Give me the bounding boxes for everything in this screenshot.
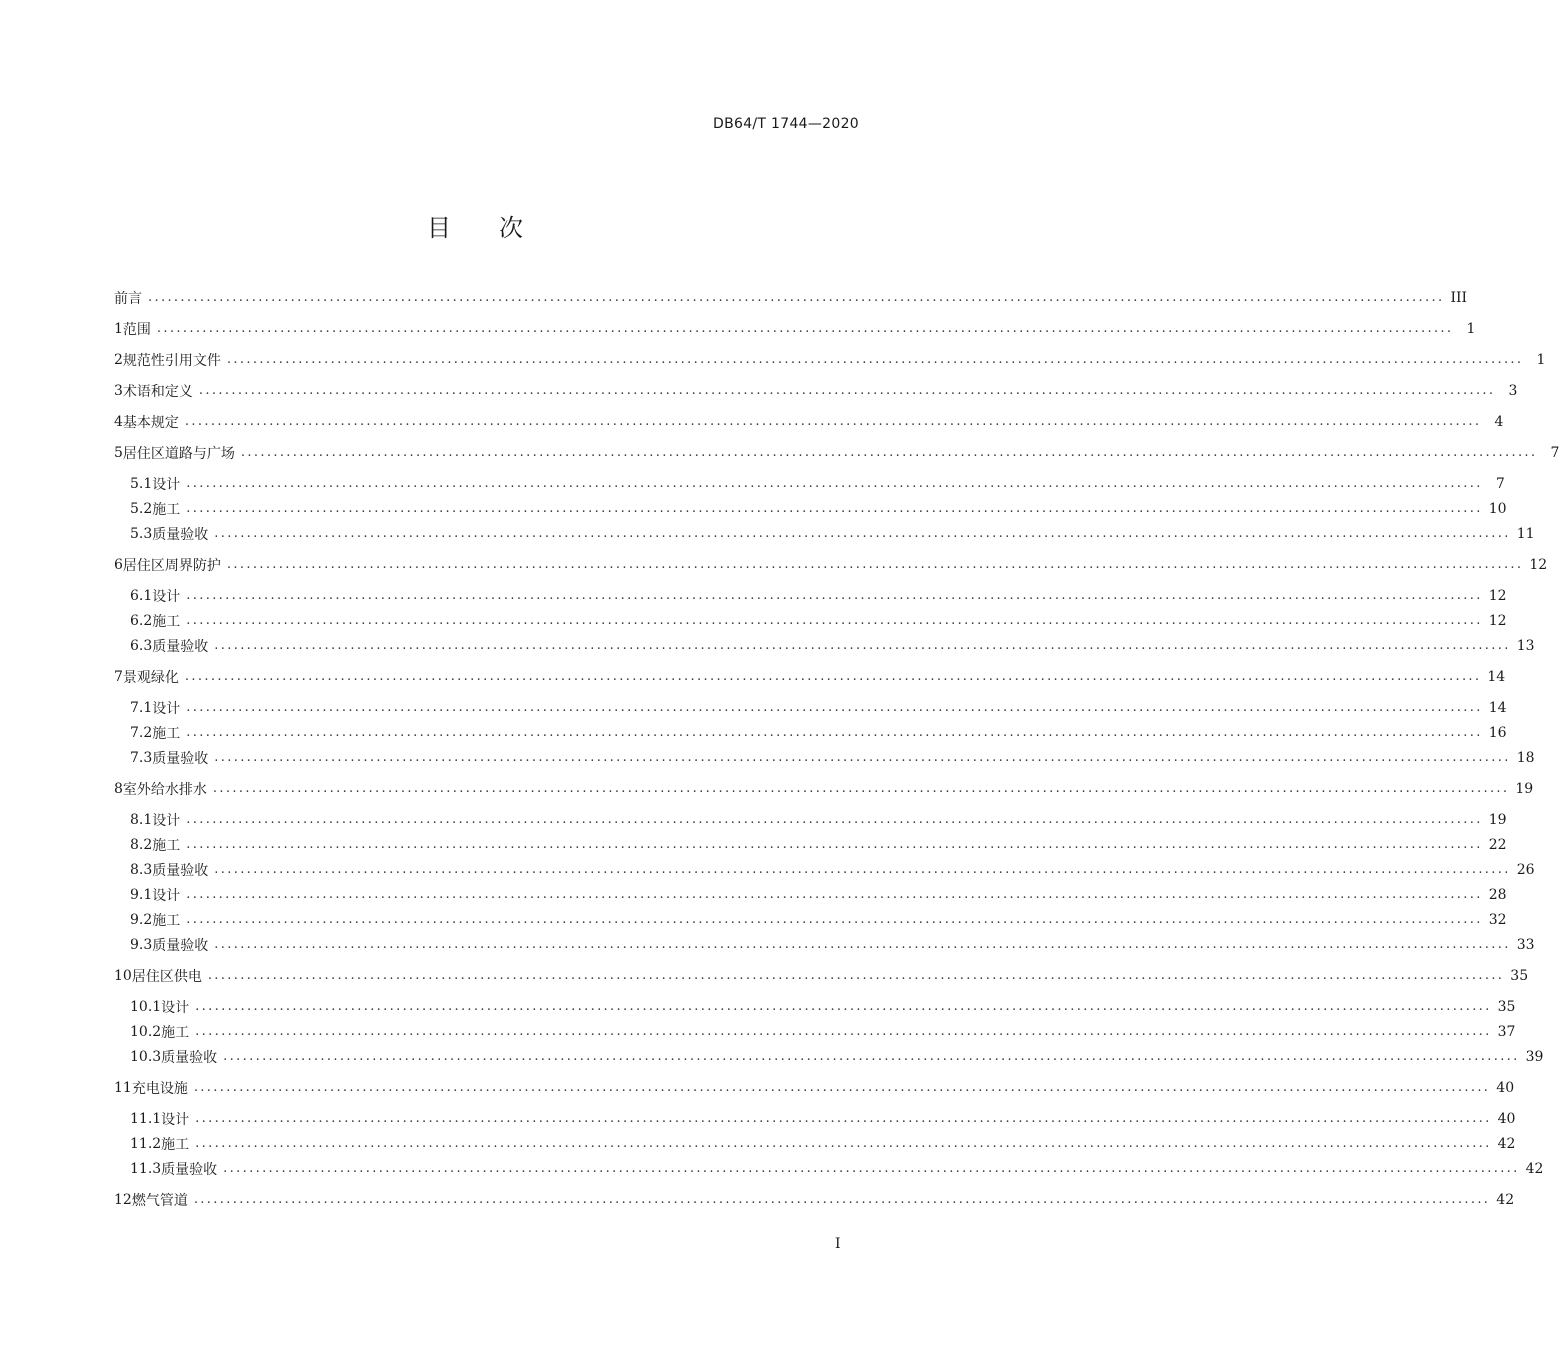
toc-dot-leader: ........................................................................................................................................................................................................ [214, 638, 1511, 653]
toc-entry-page: 13 [1516, 638, 1535, 654]
toc-entry-page: 40 [1497, 1111, 1516, 1127]
toc-dot-leader: ........................................................................................................................................................................................................ [195, 1024, 1492, 1039]
toc-entry-label: 充电设施 [131, 1081, 188, 1097]
document-code: DB64/T 1744—2020 [713, 116, 859, 132]
toc-spacer [114, 370, 851, 381]
toc-entry-label: 施工 [152, 614, 181, 630]
toc-dot-leader: ........................................................................................................................................................................................................ [186, 725, 1483, 740]
toc-dot-leader: ........................................................................................................................................................................................................ [184, 669, 1482, 684]
page-title [0, 208, 950, 243]
toc-entry-number: 8.3 [130, 862, 153, 878]
toc-section-entry[interactable] [114, 910, 1507, 930]
toc-dot-leader: ........................................................................................................................................................................................................ [214, 526, 1511, 541]
toc-entry-page: 1 [1536, 352, 1546, 368]
toc-spacer [114, 768, 851, 779]
toc-entry-label: 居住区周界防护 [122, 558, 221, 574]
toc-spacer [114, 687, 851, 698]
toc-entry-number: 12 [114, 1192, 132, 1208]
toc-section-entry[interactable] [114, 885, 1507, 905]
toc-entry-number: 2 [114, 352, 123, 368]
toc-entry-page: 19 [1488, 812, 1507, 828]
toc-dot-leader: ........................................................................................................................................................................................................ [195, 1111, 1492, 1126]
toc-entry-number: 9.1 [130, 887, 153, 903]
toc-dot-leader: ........................................................................................................................................................................................................ [226, 557, 1524, 572]
toc-spacer [114, 1067, 851, 1078]
toc-entry-number: 5.3 [130, 526, 153, 542]
toc-entry-label: 术语和定义 [122, 384, 193, 400]
toc-entry-number: 8.2 [130, 837, 153, 853]
toc-entry-number: 10.2 [130, 1024, 162, 1040]
toc-entry-label: 施工 [152, 726, 181, 742]
toc-entry-number: 7 [114, 669, 123, 685]
toc-entry-page: 35 [1510, 968, 1529, 984]
toc-entry-page: 12 [1529, 557, 1548, 573]
toc-entry-label: 质量验收 [161, 1162, 218, 1178]
title-char-2: 次 [499, 214, 523, 242]
toc-spacer [114, 986, 851, 997]
toc-entry-page: 37 [1497, 1024, 1516, 1040]
toc-section-entry[interactable] [114, 723, 1507, 743]
toc-entry-number: 6.1 [130, 588, 153, 604]
toc-entry-number: 6.3 [130, 638, 153, 654]
toc-entry-page: 12 [1488, 588, 1507, 604]
toc-entry-label: 设计 [161, 1112, 190, 1128]
toc-dot-leader: ........................................................................................................................................................................................................ [223, 1049, 1520, 1064]
toc-section-entry[interactable] [114, 835, 1507, 855]
toc-section-entry[interactable] [114, 586, 1507, 606]
toc-entry-number: 5.1 [130, 476, 153, 492]
toc-dot-leader: ........................................................................................................................................................................................................ [226, 352, 1524, 367]
toc-entry-label: 设计 [152, 477, 181, 493]
toc-dot-leader: ........................................................................................................................................................................................................ [148, 290, 1445, 305]
toc-spacer [114, 463, 851, 474]
toc-entry-label: 质量验收 [152, 639, 209, 655]
toc-dot-leader: ........................................................................................................................................................................................................ [184, 414, 1482, 429]
toc-spacer [114, 1098, 851, 1109]
toc-dot-leader: ........................................................................................................................................................................................................ [214, 750, 1511, 765]
toc-section-entry[interactable] [114, 698, 1507, 718]
toc-section-entry[interactable] [114, 524, 1535, 544]
toc-entry-page: 11 [1516, 526, 1535, 542]
toc-spacer [114, 432, 851, 443]
toc-entry-number: 9.3 [130, 937, 153, 953]
toc-dot-leader: ........................................................................................................................................................................................................ [207, 968, 1505, 983]
toc-spacer [114, 955, 851, 966]
toc-entry-label: 质量验收 [152, 863, 209, 879]
page-number: I [835, 1236, 841, 1252]
toc-chapter-entry[interactable] [114, 412, 1504, 432]
toc-dot-leader: ........................................................................................................................................................................................................ [195, 999, 1492, 1014]
toc-entry-number: 6 [114, 557, 123, 573]
toc-entry-number: 11 [114, 1080, 132, 1096]
toc-entry-label: 施工 [152, 838, 181, 854]
toc-entry-label: 设计 [152, 701, 181, 717]
toc-dot-leader: ........................................................................................................................................................................................................ [195, 1136, 1492, 1151]
toc-chapter-entry[interactable] [114, 443, 1559, 463]
toc-spacer [114, 308, 851, 319]
toc-chapter-entry[interactable] [114, 288, 1468, 308]
toc-entry-label: 基本规定 [122, 415, 179, 431]
toc-chapter-entry[interactable] [114, 1078, 1515, 1098]
toc-dot-leader: ........................................................................................................................................................................................................ [186, 912, 1483, 927]
toc-spacer [114, 799, 851, 810]
toc-entry-number: 9.2 [130, 912, 153, 928]
toc-entry-label: 居住区道路与广场 [122, 446, 235, 462]
toc-entry-page: 42 [1525, 1161, 1544, 1177]
toc-dot-leader: ........................................................................................................................................................................................................ [186, 837, 1483, 852]
toc-entry-page: 22 [1488, 837, 1507, 853]
toc-entry-label: 前言 [114, 291, 142, 307]
toc-dot-leader: ........................................................................................................................................................................................................ [214, 862, 1511, 877]
toc-spacer [114, 656, 851, 667]
toc-entry-page: 28 [1488, 887, 1507, 903]
toc-entry-page: III [1450, 290, 1468, 306]
toc-entry-page: 33 [1516, 937, 1535, 953]
toc-entry-page: 4 [1494, 414, 1504, 430]
toc-dot-leader: ........................................................................................................................................................................................................ [186, 887, 1483, 902]
toc-entry-number: 7.2 [130, 725, 153, 741]
toc-section-entry[interactable] [114, 474, 1505, 494]
toc-entry-number: 6.2 [130, 613, 153, 629]
toc-dot-leader: ........................................................................................................................................................................................................ [186, 812, 1483, 827]
toc-entry-label: 质量验收 [161, 1050, 218, 1066]
toc-section-entry[interactable] [114, 1159, 1544, 1179]
toc-section-entry[interactable] [114, 997, 1516, 1017]
toc-entry-number: 7.1 [130, 700, 153, 716]
toc-entry-label: 质量验收 [152, 527, 209, 543]
table-of-contents [114, 288, 1559, 1210]
toc-dot-leader: ........................................................................................................................................................................................................ [186, 613, 1483, 628]
toc-entry-page: 26 [1516, 862, 1535, 878]
toc-dot-leader: ........................................................................................................................................................................................................ [223, 1161, 1520, 1176]
toc-entry-label: 质量验收 [152, 938, 209, 954]
toc-entry-label: 质量验收 [152, 751, 209, 767]
toc-dot-leader: ........................................................................................................................................................................................................ [193, 1080, 1491, 1095]
toc-entry-label: 施工 [161, 1025, 190, 1041]
toc-section-entry[interactable] [114, 860, 1535, 880]
toc-entry-number: 8 [114, 781, 123, 797]
toc-entry-number: 8.1 [130, 812, 153, 828]
toc-entry-number: 10.1 [130, 999, 162, 1015]
toc-spacer [114, 401, 851, 412]
toc-dot-leader: ........................................................................................................................................................................................................ [186, 501, 1483, 516]
toc-entry-page: 40 [1496, 1080, 1515, 1096]
toc-entry-number: 10 [114, 968, 132, 984]
toc-entry-page: 7 [1495, 476, 1505, 492]
toc-entry-page: 35 [1497, 999, 1516, 1015]
toc-entry-page: 10 [1488, 501, 1507, 517]
toc-entry-page: 7 [1550, 445, 1559, 461]
toc-dot-leader: ........................................................................................................................................................................................................ [214, 937, 1511, 952]
toc-section-entry[interactable] [114, 611, 1507, 631]
toc-entry-number: 3 [114, 383, 123, 399]
toc-entry-number: 10.3 [130, 1049, 162, 1065]
toc-spacer [114, 575, 851, 586]
toc-entry-label: 设计 [152, 589, 181, 605]
toc-section-entry[interactable] [114, 1022, 1516, 1042]
toc-chapter-entry[interactable] [114, 350, 1546, 370]
toc-entry-page: 32 [1488, 912, 1507, 928]
toc-chapter-entry[interactable] [114, 319, 1476, 339]
toc-entry-number: 11.1 [130, 1111, 162, 1127]
toc-section-entry[interactable] [114, 810, 1507, 830]
toc-entry-page: 42 [1497, 1136, 1516, 1152]
toc-entry-page: 18 [1516, 750, 1535, 766]
toc-chapter-entry[interactable] [114, 381, 1518, 401]
toc-entry-page: 19 [1515, 781, 1534, 797]
toc-entry-number: 5 [114, 445, 123, 461]
toc-entry-label: 燃气管道 [131, 1193, 188, 1209]
toc-spacer [114, 339, 851, 350]
toc-section-entry[interactable] [114, 748, 1535, 768]
toc-dot-leader: ........................................................................................................................................................................................................ [198, 383, 1496, 398]
toc-entry-number: 7.3 [130, 750, 153, 766]
title-char-1: 目 [427, 214, 451, 242]
toc-dot-leader: ........................................................................................................................................................................................................ [186, 700, 1483, 715]
toc-entry-page: 12 [1488, 613, 1507, 629]
toc-entry-label: 设计 [161, 1000, 190, 1016]
toc-dot-leader: ........................................................................................................................................................................................................ [186, 476, 1483, 491]
toc-entry-label: 规范性引用文件 [122, 353, 221, 369]
toc-entry-page: 1 [1466, 321, 1476, 337]
toc-spacer [114, 544, 851, 555]
toc-entry-page: 16 [1488, 725, 1507, 741]
toc-entry-page: 42 [1496, 1192, 1515, 1208]
toc-chapter-entry[interactable] [114, 779, 1534, 799]
toc-entry-page: 39 [1525, 1049, 1544, 1065]
toc-chapter-entry[interactable] [114, 966, 1529, 986]
toc-entry-label: 施工 [152, 913, 181, 929]
toc-dot-leader: ........................................................................................................................................................................................................ [212, 781, 1510, 796]
toc-section-entry[interactable] [114, 1047, 1544, 1067]
toc-entry-number: 4 [114, 414, 123, 430]
toc-section-entry[interactable] [114, 499, 1507, 519]
toc-entry-page: 14 [1487, 669, 1506, 685]
toc-section-entry[interactable] [114, 1134, 1516, 1154]
toc-dot-leader: ........................................................................................................................................................................................................ [186, 588, 1483, 603]
toc-dot-leader: ........................................................................................................................................................................................................ [240, 445, 1538, 460]
toc-entry-label: 居住区供电 [131, 969, 202, 985]
toc-entry-page: 3 [1508, 383, 1518, 399]
toc-entry-label: 施工 [152, 502, 181, 518]
toc-chapter-entry[interactable] [114, 1190, 1515, 1210]
toc-chapter-entry[interactable] [114, 555, 1548, 575]
toc-section-entry[interactable] [114, 636, 1535, 656]
toc-entry-label: 设计 [152, 813, 181, 829]
toc-entry-number: 1 [114, 321, 123, 337]
toc-entry-label: 施工 [161, 1137, 190, 1153]
toc-entry-number: 5.2 [130, 501, 153, 517]
toc-section-entry[interactable] [114, 935, 1535, 955]
toc-chapter-entry[interactable] [114, 667, 1506, 687]
toc-entry-page: 14 [1488, 700, 1507, 716]
toc-dot-leader: ........................................................................................................................................................................................................ [193, 1192, 1491, 1207]
toc-dot-leader: ........................................................................................................................................................................................................ [156, 321, 1454, 336]
toc-entry-label: 设计 [152, 888, 181, 904]
toc-entry-label: 室外给水排水 [122, 782, 207, 798]
toc-section-entry[interactable] [114, 1109, 1516, 1129]
toc-spacer [114, 1179, 851, 1190]
toc-entry-number: 11.3 [130, 1161, 162, 1177]
toc-entry-label: 景观绿化 [122, 670, 179, 686]
toc-entry-label: 范围 [122, 322, 151, 338]
toc-entry-number: 11.2 [130, 1136, 162, 1152]
